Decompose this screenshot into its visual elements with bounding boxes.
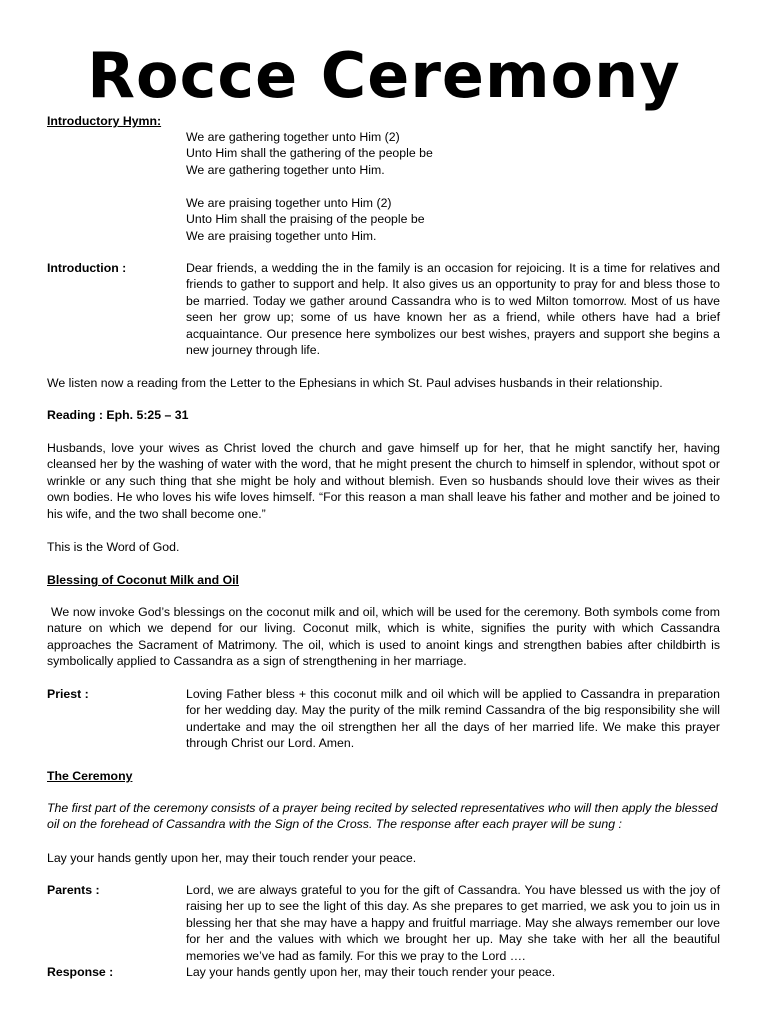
priest-text: Loving Father bless + this coconut milk and oil which will be applied to Cassandra in preparation for her wedding day. May the purity of the milk remind Cassandra of the big responsibility she will undertake and may the oil strengthen her all the days of her married life. We make this prayer through Christ our Lord. Amen. — [186, 687, 720, 751]
reading-text: Husbands, love your wives as Christ loved the church and gave himself up for her, that he might sanctify her, having cleansed her by the washing of water with the word, that he might present the church to himself in splendor, without spot or wrinkle or any such thing that she might be holy and without blemish. Even so husbands should love their wives as their own bodies. He who loves his wife loves himself. “For this reason a man shall leave his father and mother and be joined to his wife, and the two shall become one.” — [47, 441, 720, 521]
ceremony-intro: The first part of the ceremony consists of a prayer being recited by selected representatives who will then apply the blessed oil on the forehead of Cassandra with the Sign of the Cross. The response after each prayer will be sung : — [47, 801, 718, 832]
hymn-verse-1 — [186, 129, 720, 178]
parents-label: Parents : — [47, 883, 100, 897]
hymn-line: We are gathering together unto Him. — [186, 162, 385, 177]
hymn-line: We are praising together unto Him (2) — [186, 196, 392, 210]
response-label: Response : — [47, 965, 114, 979]
blessing-heading: Blessing of Coconut Milk and Oil — [47, 573, 239, 587]
ceremony-refrain: Lay your hands gently upon her, may their touch render your peace. — [47, 851, 417, 865]
introduction-label: Introduction : — [47, 261, 127, 275]
response-text: Lay your hands gently upon her, may their touch render your peace. — [186, 965, 556, 979]
reading-heading: Reading : Eph. 5:25 – 31 — [47, 408, 189, 422]
hymn-line: We are gathering together unto Him (2) — [186, 130, 400, 144]
ceremony-heading: The Ceremony — [47, 769, 133, 783]
document-title: Rocce Ceremony — [87, 39, 681, 112]
hymn-heading: Introductory Hymn: — [47, 114, 162, 128]
reading-closing: This is the Word of God. — [47, 540, 180, 554]
hymn-verse-2 — [186, 195, 720, 244]
priest-label: Priest : — [47, 687, 89, 701]
hymn-line: Unto Him shall the praising of the people be — [186, 212, 425, 227]
hymn-line: Unto Him shall the gathering of the people be — [186, 146, 433, 161]
parents-text: Lord, we are always grateful to you for the gift of Cassandra. You have blessed us with the joy of raising her up to see the light of this day. As she prepares to get married, we ask you to join us in blessing her that she may have a happy and fruitful marriage. May she always remember our love for her and the values with which we brought her up. May she take with her all the beautiful memories we’ve had as family. For this we pray to the Lord …. — [186, 883, 720, 963]
introduction-text: Dear friends, a wedding the in the family is an occasion for rejoicing. It is a time for relatives and friends to gather to support and help. It also gives us an opportunity to pray for and bless those to be married. Today we gather around Cassandra who is to wed Milton tomorrow. Most of us have seen her grow up; some of us have known her as a friend, while others have had a brief acquaintance. Our presence here symbolizes our best wishes, prayers and support she begins a new journey through life. — [186, 261, 720, 358]
listen-line: We listen now a reading from the Letter to the Ephesians in which St. Paul advises husbands in their relationship. — [47, 376, 663, 390]
hymn-line: We are praising together unto Him. — [186, 228, 377, 243]
blessing-text: We now invoke God’s blessings on the coconut milk and oil, which will be used for the ceremony. Both symbols come from nature on which we depend for our living. Coconut milk, which is white, signifies the purity with which Cassandra approaches the Sacrament of Matrimony. The oil, which is used to anoint kings and strengthen babies after childbirth is symbolically applied to Cassandra as a sign of strengthening in her marriage. — [47, 605, 720, 669]
